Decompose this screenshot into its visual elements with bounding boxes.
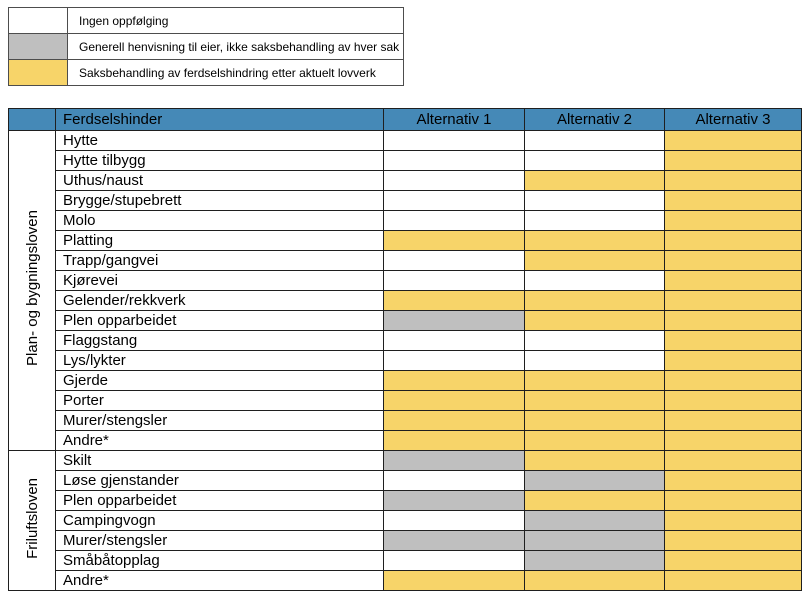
obstacle-label: Plen opparbeidet bbox=[56, 311, 384, 331]
status-cell-alt2-yellow bbox=[525, 291, 665, 311]
status-cell-alt2-gray bbox=[525, 511, 665, 531]
status-cell-alt2-white bbox=[525, 151, 665, 171]
status-cell-alt1-white bbox=[384, 191, 525, 211]
legend-swatch-gray bbox=[9, 34, 68, 60]
table-row bbox=[9, 191, 802, 211]
status-cell-alt3-yellow bbox=[665, 151, 802, 171]
obstacle-label: Flaggstang bbox=[56, 331, 384, 351]
table-row bbox=[9, 231, 802, 251]
table-row bbox=[9, 311, 802, 331]
obstacle-label: Murer/stengsler bbox=[56, 531, 384, 551]
section-label: Plan- og bygningsloven bbox=[23, 210, 41, 366]
table-row bbox=[9, 291, 802, 311]
status-cell-alt1-gray bbox=[384, 491, 525, 511]
status-cell-alt2-yellow bbox=[525, 431, 665, 451]
status-cell-alt2-yellow bbox=[525, 371, 665, 391]
status-cell-alt2-white bbox=[525, 331, 665, 351]
obstacle-label: Andre* bbox=[56, 571, 384, 591]
status-cell-alt1-gray bbox=[384, 311, 525, 331]
status-cell-alt2-gray bbox=[525, 471, 665, 491]
table-row bbox=[9, 251, 802, 271]
obstacle-label: Gelender/rekkverk bbox=[56, 291, 384, 311]
table-row bbox=[9, 491, 802, 511]
status-cell-alt2-gray bbox=[525, 551, 665, 571]
status-cell-alt2-yellow bbox=[525, 571, 665, 591]
status-cell-alt2-white bbox=[525, 191, 665, 211]
status-cell-alt2-white bbox=[525, 351, 665, 371]
legend-swatch-yellow bbox=[9, 60, 68, 86]
status-cell-alt1-white bbox=[384, 251, 525, 271]
status-cell-alt2-yellow bbox=[525, 491, 665, 511]
section-label-cell bbox=[9, 451, 56, 591]
obstacle-label: Porter bbox=[56, 391, 384, 411]
obstacle-label: Skilt bbox=[56, 451, 384, 471]
legend-body bbox=[9, 8, 404, 86]
status-cell-alt2-gray bbox=[525, 531, 665, 551]
table-row bbox=[9, 511, 802, 531]
obstacle-label: Trapp/gangvei bbox=[56, 251, 384, 271]
alternatives-table bbox=[8, 108, 802, 591]
status-cell-alt1-white bbox=[384, 171, 525, 191]
legend-swatch-white bbox=[9, 8, 68, 34]
status-cell-alt3-yellow bbox=[665, 511, 802, 531]
status-cell-alt1-yellow bbox=[384, 391, 525, 411]
status-cell-alt1-gray bbox=[384, 451, 525, 471]
status-cell-alt2-white bbox=[525, 131, 665, 151]
table-row bbox=[9, 571, 802, 591]
legend-label: Ingen oppfølging bbox=[68, 8, 404, 34]
column-header-obstacle: Ferdselshinder bbox=[56, 109, 384, 131]
status-cell-alt1-white bbox=[384, 511, 525, 531]
status-cell-alt1-white bbox=[384, 211, 525, 231]
table-row bbox=[9, 371, 802, 391]
status-cell-alt1-white bbox=[384, 151, 525, 171]
status-cell-alt2-white bbox=[525, 271, 665, 291]
obstacle-label: Campingvogn bbox=[56, 511, 384, 531]
table-row bbox=[9, 451, 802, 471]
obstacle-label: Molo bbox=[56, 211, 384, 231]
status-cell-alt3-yellow bbox=[665, 431, 802, 451]
status-cell-alt3-yellow bbox=[665, 131, 802, 151]
status-cell-alt2-yellow bbox=[525, 251, 665, 271]
status-cell-alt1-yellow bbox=[384, 571, 525, 591]
status-cell-alt3-yellow bbox=[665, 291, 802, 311]
status-cell-alt1-white bbox=[384, 351, 525, 371]
table-row bbox=[9, 391, 802, 411]
status-cell-alt3-yellow bbox=[665, 571, 802, 591]
obstacle-label: Småbåtopplag bbox=[56, 551, 384, 571]
table-row bbox=[9, 471, 802, 491]
status-cell-alt3-yellow bbox=[665, 451, 802, 471]
legend-label: Generell henvisning til eier, ikke saksbehandling av hver sak bbox=[68, 34, 404, 60]
section-label: Friluftsloven bbox=[23, 477, 41, 559]
table-row bbox=[9, 131, 802, 151]
status-cell-alt1-yellow bbox=[384, 291, 525, 311]
status-cell-alt2-yellow bbox=[525, 311, 665, 331]
table-row bbox=[9, 171, 802, 191]
column-header-alternativ-1: Alternativ 1 bbox=[384, 109, 525, 131]
obstacle-label: Løse gjenstander bbox=[56, 471, 384, 491]
obstacle-label: Andre* bbox=[56, 431, 384, 451]
table-row bbox=[9, 211, 802, 231]
status-cell-alt2-yellow bbox=[525, 231, 665, 251]
legend-table bbox=[8, 7, 404, 86]
table-row bbox=[9, 531, 802, 551]
obstacle-label: Kjørevei bbox=[56, 271, 384, 291]
status-cell-alt3-yellow bbox=[665, 471, 802, 491]
table-row bbox=[9, 431, 802, 451]
obstacle-label: Uthus/naust bbox=[56, 171, 384, 191]
table-row bbox=[9, 351, 802, 371]
obstacle-label: Plen opparbeidet bbox=[56, 491, 384, 511]
table-row bbox=[9, 271, 802, 291]
column-header-alternativ-3: Alternativ 3 bbox=[665, 109, 802, 131]
status-cell-alt1-yellow bbox=[384, 431, 525, 451]
legend-row bbox=[9, 34, 404, 60]
header-row bbox=[9, 109, 802, 131]
table-row bbox=[9, 411, 802, 431]
status-cell-alt3-yellow bbox=[665, 531, 802, 551]
legend-row bbox=[9, 8, 404, 34]
status-cell-alt2-yellow bbox=[525, 171, 665, 191]
table-row bbox=[9, 151, 802, 171]
obstacle-label: Platting bbox=[56, 231, 384, 251]
status-cell-alt2-white bbox=[525, 211, 665, 231]
status-cell-alt1-white bbox=[384, 271, 525, 291]
status-cell-alt1-gray bbox=[384, 531, 525, 551]
status-cell-alt3-yellow bbox=[665, 311, 802, 331]
status-cell-alt2-yellow bbox=[525, 411, 665, 431]
matrix-body bbox=[9, 131, 802, 591]
status-cell-alt3-yellow bbox=[665, 391, 802, 411]
table-row bbox=[9, 331, 802, 351]
obstacle-label: Murer/stengsler bbox=[56, 411, 384, 431]
legend-label: Saksbehandling av ferdselshindring etter aktuelt lovverk bbox=[68, 60, 404, 86]
status-cell-alt3-yellow bbox=[665, 411, 802, 431]
status-cell-alt2-yellow bbox=[525, 391, 665, 411]
obstacle-label: Lys/lykter bbox=[56, 351, 384, 371]
status-cell-alt1-yellow bbox=[384, 371, 525, 391]
status-cell-alt1-yellow bbox=[384, 411, 525, 431]
status-cell-alt3-yellow bbox=[665, 211, 802, 231]
status-cell-alt1-white bbox=[384, 551, 525, 571]
column-header-alternativ-2: Alternativ 2 bbox=[525, 109, 665, 131]
status-cell-alt3-yellow bbox=[665, 271, 802, 291]
obstacle-label: Brygge/stupebrett bbox=[56, 191, 384, 211]
status-cell-alt3-yellow bbox=[665, 171, 802, 191]
status-cell-alt3-yellow bbox=[665, 191, 802, 211]
status-cell-alt3-yellow bbox=[665, 251, 802, 271]
status-cell-alt3-yellow bbox=[665, 551, 802, 571]
corner-header-cell bbox=[9, 109, 56, 131]
status-cell-alt1-white bbox=[384, 331, 525, 351]
status-cell-alt3-yellow bbox=[665, 371, 802, 391]
status-cell-alt3-yellow bbox=[665, 331, 802, 351]
section-label-cell bbox=[9, 131, 56, 451]
obstacle-label: Hytte bbox=[56, 131, 384, 151]
status-cell-alt1-yellow bbox=[384, 231, 525, 251]
status-cell-alt1-white bbox=[384, 471, 525, 491]
status-cell-alt3-yellow bbox=[665, 491, 802, 511]
status-cell-alt2-yellow bbox=[525, 451, 665, 471]
status-cell-alt1-white bbox=[384, 131, 525, 151]
obstacle-label: Hytte tilbygg bbox=[56, 151, 384, 171]
obstacle-label: Gjerde bbox=[56, 371, 384, 391]
table-row bbox=[9, 551, 802, 571]
status-cell-alt3-yellow bbox=[665, 231, 802, 251]
status-cell-alt3-yellow bbox=[665, 351, 802, 371]
legend-row bbox=[9, 60, 404, 86]
